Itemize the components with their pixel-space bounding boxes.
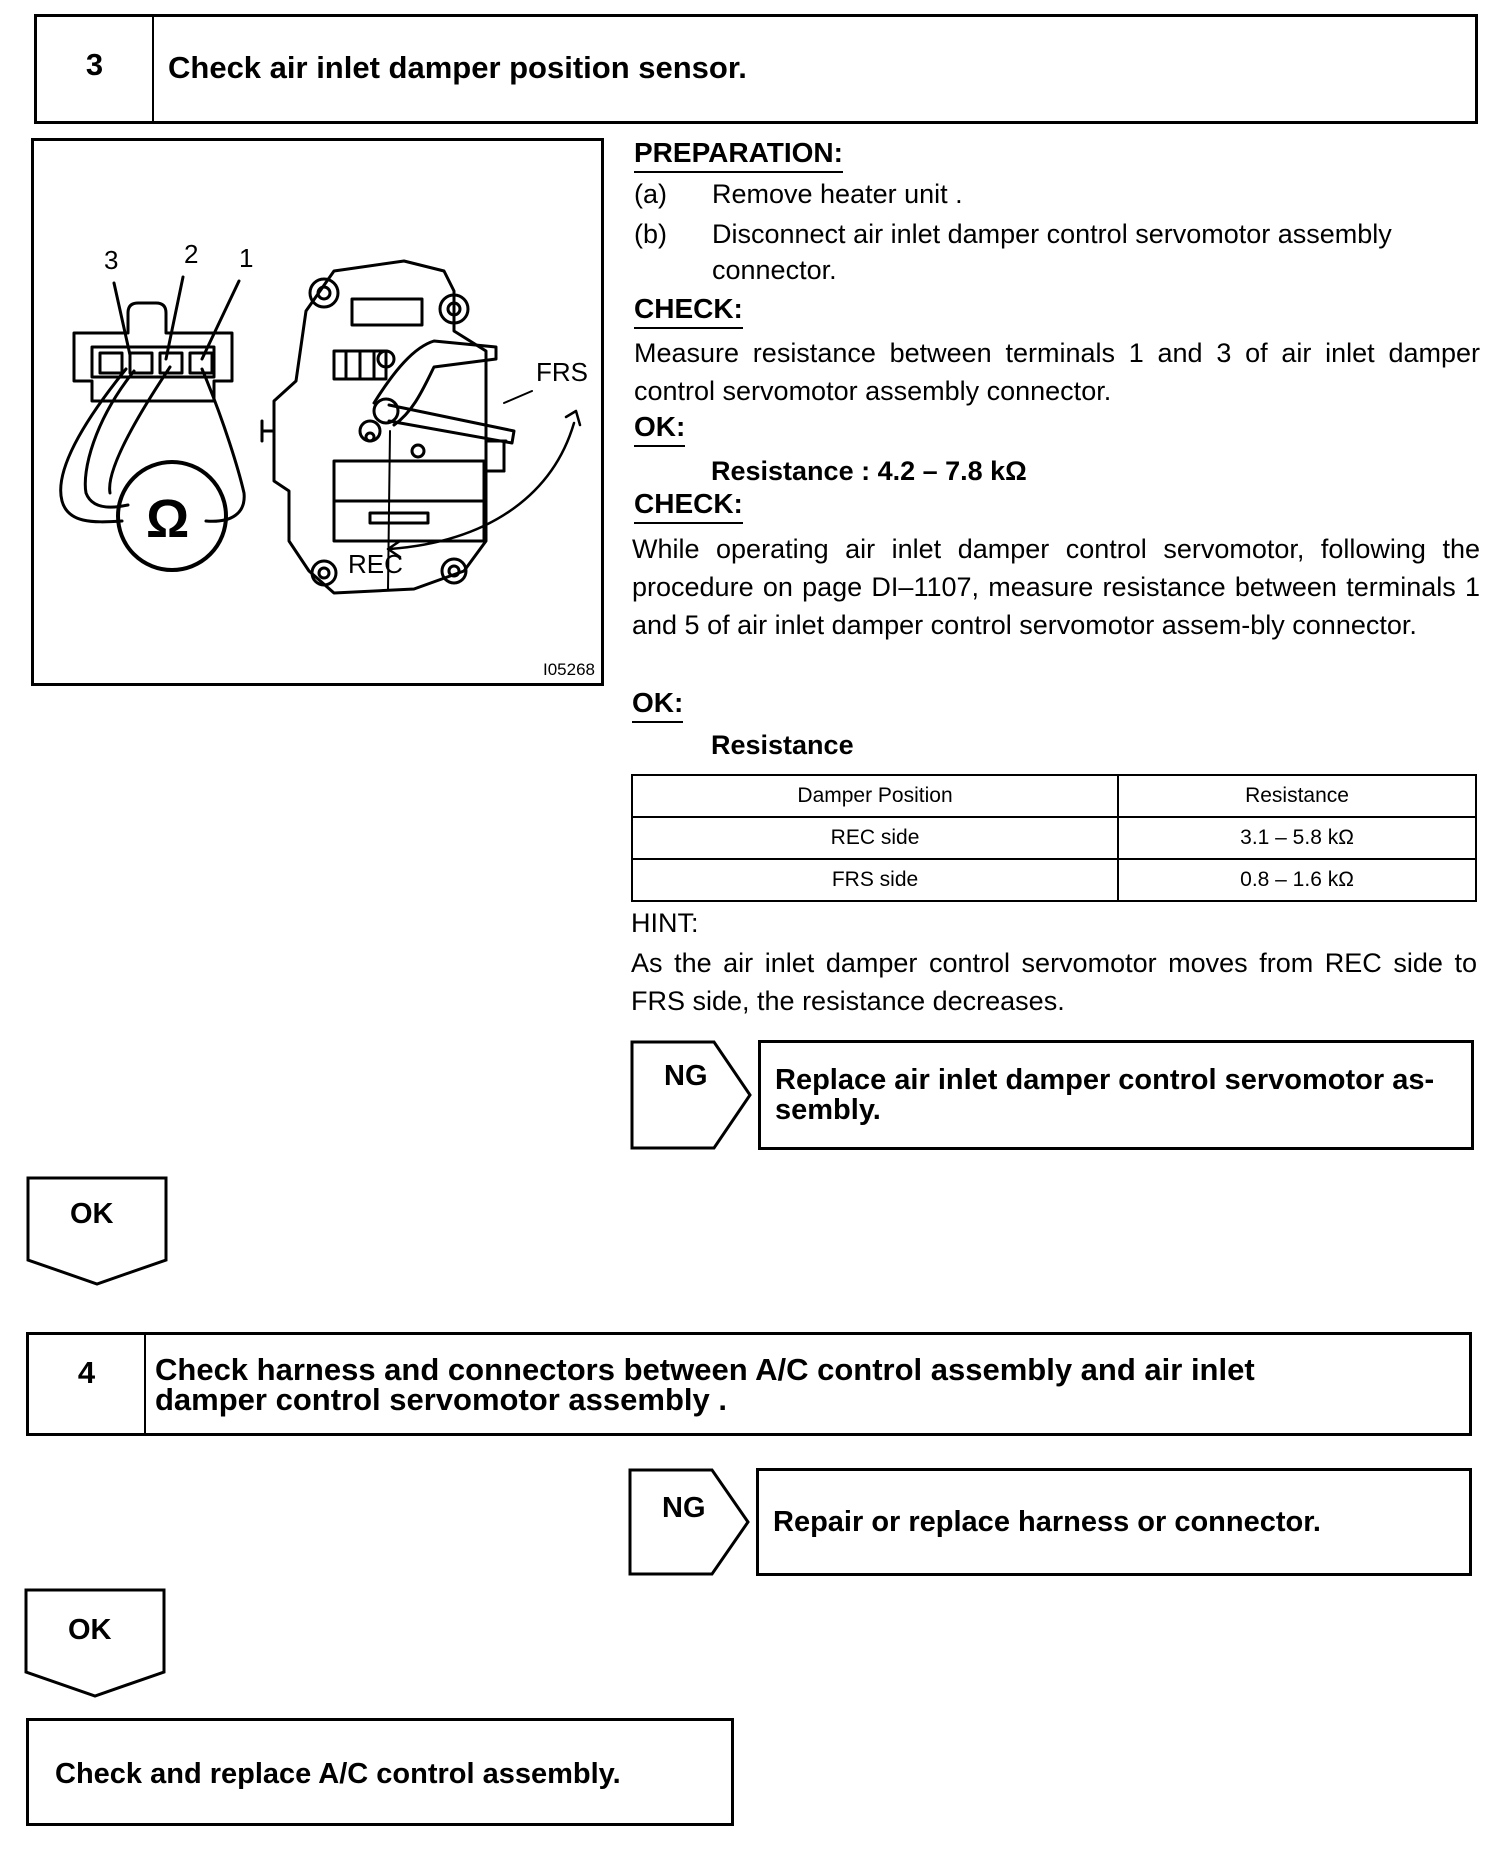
step-title-line-2: damper control servomotor assembly . [155,1382,727,1417]
prep-item-a-letter: (a) [634,179,667,209]
ng-label: NG [662,1492,706,1524]
step-3-header [34,14,1478,124]
ng-arrow-step-3 [630,1040,754,1150]
ng-result-step-3 [758,1040,1474,1150]
figure-id: I05268 [543,660,595,679]
final-action-text: Check and replace A/C control assembly. [55,1758,621,1790]
table-header-resistance: Resistance [1118,775,1476,817]
table-header-damper-position: Damper Position [632,775,1118,817]
connector-diagram-figure [31,138,604,686]
ng-result-text: Repair or replace harness or connector. [773,1506,1321,1538]
terminal-3-label: 3 [104,245,119,275]
ok-label: OK [68,1614,112,1646]
table-cell: REC side [632,817,1118,859]
terminal-1-label: 1 [239,243,254,273]
ok-arrow-step-3 [26,1176,170,1288]
ohm-symbol: Ω [146,489,190,549]
ok-1-heading: OK: [634,410,685,447]
preparation-heading: PREPARATION: [634,136,843,173]
ok-arrow-step-4 [24,1588,168,1700]
table-header-row [632,775,1476,817]
ok-label: OK [70,1198,114,1230]
frs-label: FRS [536,357,588,387]
check-1-text: Measure resistance between terminals 1 and 3 of air inlet damper control servomotor assembly connector. [634,338,1480,406]
ok-1-spec: Resistance : 4.2 – 7.8 kΩ [711,456,1027,486]
ng-result-text-line-1: Replace air inlet damper control servomotor as- [775,1064,1435,1096]
rec-label: REC [348,549,403,579]
diagram-drawing [34,141,601,683]
prep-item-a-text: Remove heater unit . [712,179,963,209]
step-title: Check air inlet damper position sensor. [168,50,747,85]
ng-arrow-step-4 [628,1468,752,1576]
ng-label: NG [664,1060,708,1092]
terminal-2-label: 2 [184,239,199,269]
table-row [632,817,1476,859]
table-cell: FRS side [632,859,1118,901]
check-1-heading: CHECK: [634,292,743,329]
ng-arrow-shape [630,1040,754,1150]
ok-arrow-shape [26,1176,170,1288]
check-2-text: While operating air inlet damper control servomotor, following the procedure on page DI–1107, measure resistance between terminals 1 and 5 of air inlet damper control servomotor assem-bly connector. [632,534,1480,640]
prep-item-b-letter: (b) [634,219,667,249]
hint-text: As the air inlet damper control servomotor moves from REC side to FRS side, the resistance decreases. [631,948,1477,1016]
final-action-box [26,1718,734,1826]
check-2-heading: CHECK: [634,487,743,524]
ng-result-text-line-2: sembly. [775,1094,881,1126]
table-cell: 0.8 – 1.6 kΩ [1118,859,1476,901]
resistance-table [631,774,1477,900]
step-4-header [26,1332,1472,1436]
step-title-line-1: Check harness and connectors between A/C control assembly and air inlet [155,1352,1255,1387]
table-cell: 3.1 – 5.8 kΩ [1118,817,1476,859]
step-number: 3 [37,17,154,121]
step-number: 4 [29,1335,146,1433]
resistance-subtitle: Resistance [711,730,854,760]
ok-2-heading: OK: [632,686,683,723]
table-row [632,859,1476,901]
prep-item-b-text: Disconnect air inlet damper control servomotor assembly connector. [712,219,1392,285]
ng-result-step-4 [756,1468,1472,1576]
hint-label: HINT: [631,908,699,938]
